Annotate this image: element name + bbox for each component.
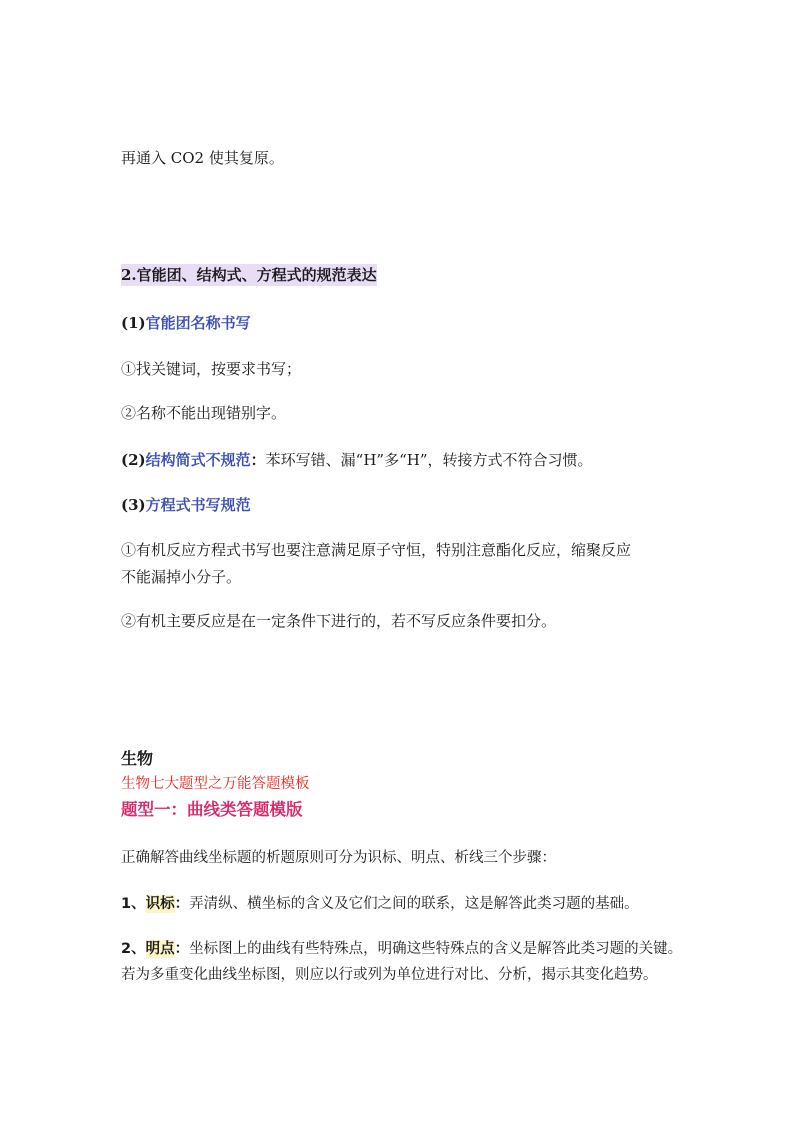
subheading-2-colon: ： <box>250 451 266 469</box>
step-1-text: 弄清纵、横坐标的含义及它们之间的联系，这是解答此类习题的基础。 <box>189 896 639 912</box>
step-1 <box>121 897 639 912</box>
step-1-keyword: 识标 <box>145 896 175 912</box>
step-2-number: 2、 <box>121 941 146 957</box>
subheading-2-text: 苯环写错、漏“H”多“H”，转接方式不符合习惯。 <box>265 451 593 469</box>
section-heading <box>121 268 377 283</box>
question-type-heading: 题型一：曲线类答题模版 <box>121 800 303 819</box>
step-1-colon: ： <box>174 896 190 912</box>
subheading-2-number: (2) <box>121 451 146 469</box>
subheading-3-title: 方程式书写规范 <box>145 496 251 514</box>
subheading-3 <box>121 498 251 513</box>
section-heading-text: 2.官能团、结构式、方程式的规范表达 <box>121 266 377 284</box>
list-item: ①找关键词，按要求书写； <box>121 360 302 378</box>
biology-subtitle: 生物七大题型之万能答题模板 <box>121 776 310 792</box>
subheading-1 <box>121 316 251 331</box>
step-2-continuation: 若为多重变化曲线坐标图，则应以行或列为单位进行对比、分析，揭示其变化趋势。 <box>121 967 658 983</box>
paragraph-tail: 再通入 CO2 使其复原。 <box>121 149 284 167</box>
biology-heading: 生物 <box>121 749 154 768</box>
list-item-continuation: 不能漏掉小分子。 <box>121 568 242 586</box>
subheading-1-title: 官能团名称书写 <box>145 314 251 332</box>
subheading-2-title: 结构简式不规范 <box>145 451 251 469</box>
list-item: ①有机反应方程式书写也要注意满足原子守恒，特别注意酯化反应，缩聚反应 <box>121 541 632 559</box>
subheading-2 <box>121 453 593 468</box>
step-2-keyword: 明点 <box>145 941 175 957</box>
step-2-colon: ： <box>174 941 190 957</box>
list-item: ②名称不能出现错别字。 <box>121 404 287 422</box>
step-2-text: 坐标图上的曲线有些特殊点，明确这些特殊点的含义是解答此类习题的关键。 <box>189 941 683 957</box>
list-item: ②有机主要反应是在一定条件下进行的，若不写反应条件要扣分。 <box>121 612 557 630</box>
subheading-3-number: (3) <box>121 496 146 514</box>
subheading-1-number: (1) <box>121 314 146 332</box>
intro-paragraph: 正确解答曲线坐标题的析题原则可分为识标、明点、析线三个步骤： <box>121 850 556 866</box>
step-2 <box>121 942 682 957</box>
step-1-number: 1、 <box>121 896 146 912</box>
